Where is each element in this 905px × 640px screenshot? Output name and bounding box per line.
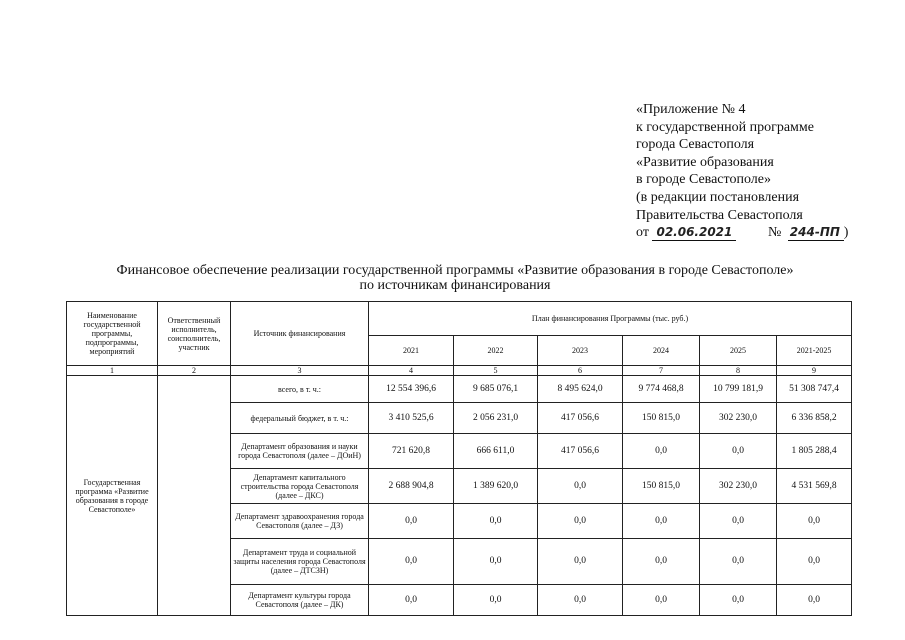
responsible-cell	[158, 376, 231, 616]
value-cell: 6 336 858,2	[777, 403, 852, 434]
program-name-cell: Государственная программа «Развитие образования в городе Севастополе»	[67, 376, 158, 616]
value-cell: 0,0	[369, 539, 454, 585]
appendix-line: Правительства Севастополя	[636, 207, 803, 223]
value-cell: 0,0	[700, 434, 777, 469]
index-cell: 7	[623, 366, 700, 376]
header-year: 2024	[623, 336, 700, 366]
header-year: 2025	[700, 336, 777, 366]
value-cell: 150 815,0	[623, 469, 700, 504]
value-cell: 0,0	[454, 585, 538, 616]
value-cell: 150 815,0	[623, 403, 700, 434]
source-cell: Департамент труда и социальной защиты населения города Севастополя (далее – ДТСЗН)	[231, 539, 369, 585]
value-cell: 417 056,6	[538, 434, 623, 469]
handwritten-date: 02.06.2021	[652, 225, 736, 241]
value-cell: 12 554 396,6	[369, 376, 454, 403]
decree-date-line	[636, 224, 896, 242]
index-cell: 3	[231, 366, 369, 376]
appendix-line: к государственной программе	[636, 119, 814, 135]
source-cell: всего, в т. ч.:	[231, 376, 369, 403]
value-cell: 0,0	[777, 539, 852, 585]
date-prefix: от	[636, 225, 649, 241]
value-cell: 0,0	[700, 504, 777, 539]
value-cell: 0,0	[454, 539, 538, 585]
value-cell: 2 056 231,0	[454, 403, 538, 434]
source-cell: Департамент образования и науки города Севастополя (далее – ДОиН)	[231, 434, 369, 469]
value-cell: 0,0	[623, 504, 700, 539]
value-cell: 302 230,0	[700, 469, 777, 504]
index-cell: 9	[777, 366, 852, 376]
financing-table	[66, 301, 852, 616]
source-cell: Департамент здравоохранения города Севастополя (далее – ДЗ)	[231, 504, 369, 539]
value-cell: 0,0	[700, 585, 777, 616]
document-title	[60, 263, 850, 293]
index-cell: 1	[67, 366, 158, 376]
value-cell: 0,0	[777, 585, 852, 616]
index-cell: 5	[454, 366, 538, 376]
header-source: Источник финансирования	[231, 302, 369, 366]
value-cell: 0,0	[623, 539, 700, 585]
value-cell: 0,0	[369, 504, 454, 539]
index-cell: 8	[700, 366, 777, 376]
number-prefix: №	[767, 225, 782, 241]
header-plan: План финансирования Программы (тыс. руб.)	[369, 302, 852, 336]
value-cell: 3 410 525,6	[369, 403, 454, 434]
table-row	[67, 376, 852, 403]
value-cell: 51 308 747,4	[777, 376, 852, 403]
value-cell: 9 685 076,1	[454, 376, 538, 403]
source-cell: федеральный бюджет, в т. ч.:	[231, 403, 369, 434]
index-cell: 6	[538, 366, 623, 376]
index-cell: 4	[369, 366, 454, 376]
value-cell: 10 799 181,9	[700, 376, 777, 403]
appendix-line: в городе Севастополе»	[636, 172, 771, 188]
value-cell: 1 389 620,0	[454, 469, 538, 504]
value-cell: 2 688 904,8	[369, 469, 454, 504]
header-responsible: Ответственный исполнитель, соисполнитель, участник	[158, 302, 231, 366]
index-row	[67, 366, 852, 376]
header-name: Наименование государственной программы, подпрограммы, мероприятий	[67, 302, 158, 366]
close-paren: )	[843, 225, 849, 241]
value-cell: 9 774 468,8	[623, 376, 700, 403]
value-cell: 4 531 569,8	[777, 469, 852, 504]
source-cell: Департамент культуры города Севастополя (далее – ДК)	[231, 585, 369, 616]
value-cell: 0,0	[623, 434, 700, 469]
value-cell: 0,0	[369, 585, 454, 616]
value-cell: 0,0	[454, 504, 538, 539]
header-year: 2021	[369, 336, 454, 366]
appendix-block	[636, 101, 896, 242]
value-cell: 417 056,6	[538, 403, 623, 434]
value-cell: 0,0	[623, 585, 700, 616]
value-cell: 0,0	[538, 585, 623, 616]
source-cell: Департамент капитального строительства города Севастополя (далее – ДКС)	[231, 469, 369, 504]
appendix-line: «Развитие образования	[636, 154, 774, 170]
value-cell: 0,0	[538, 539, 623, 585]
title-line-2: по источникам финансирования	[359, 278, 551, 293]
value-cell: 0,0	[538, 504, 623, 539]
header-year-total: 2021-2025	[777, 336, 852, 366]
value-cell: 0,0	[777, 504, 852, 539]
title-line-1: Финансовое обеспечение реализации государственной программы «Развитие образования в городе Севастополе»	[116, 263, 794, 278]
header-year: 2023	[538, 336, 623, 366]
handwritten-number: 244-ПП	[788, 225, 844, 241]
value-cell: 0,0	[700, 539, 777, 585]
appendix-line: (в редакции постановления	[636, 189, 800, 205]
appendix-line: «Приложение № 4	[636, 102, 746, 117]
value-cell: 1 805 288,4	[777, 434, 852, 469]
index-cell: 2	[158, 366, 231, 376]
header-year: 2022	[454, 336, 538, 366]
value-cell: 666 611,0	[454, 434, 538, 469]
value-cell: 8 495 624,0	[538, 376, 623, 403]
appendix-line: города Севастополя	[636, 137, 755, 153]
value-cell: 0,0	[538, 469, 623, 504]
value-cell: 721 620,8	[369, 434, 454, 469]
value-cell: 302 230,0	[700, 403, 777, 434]
